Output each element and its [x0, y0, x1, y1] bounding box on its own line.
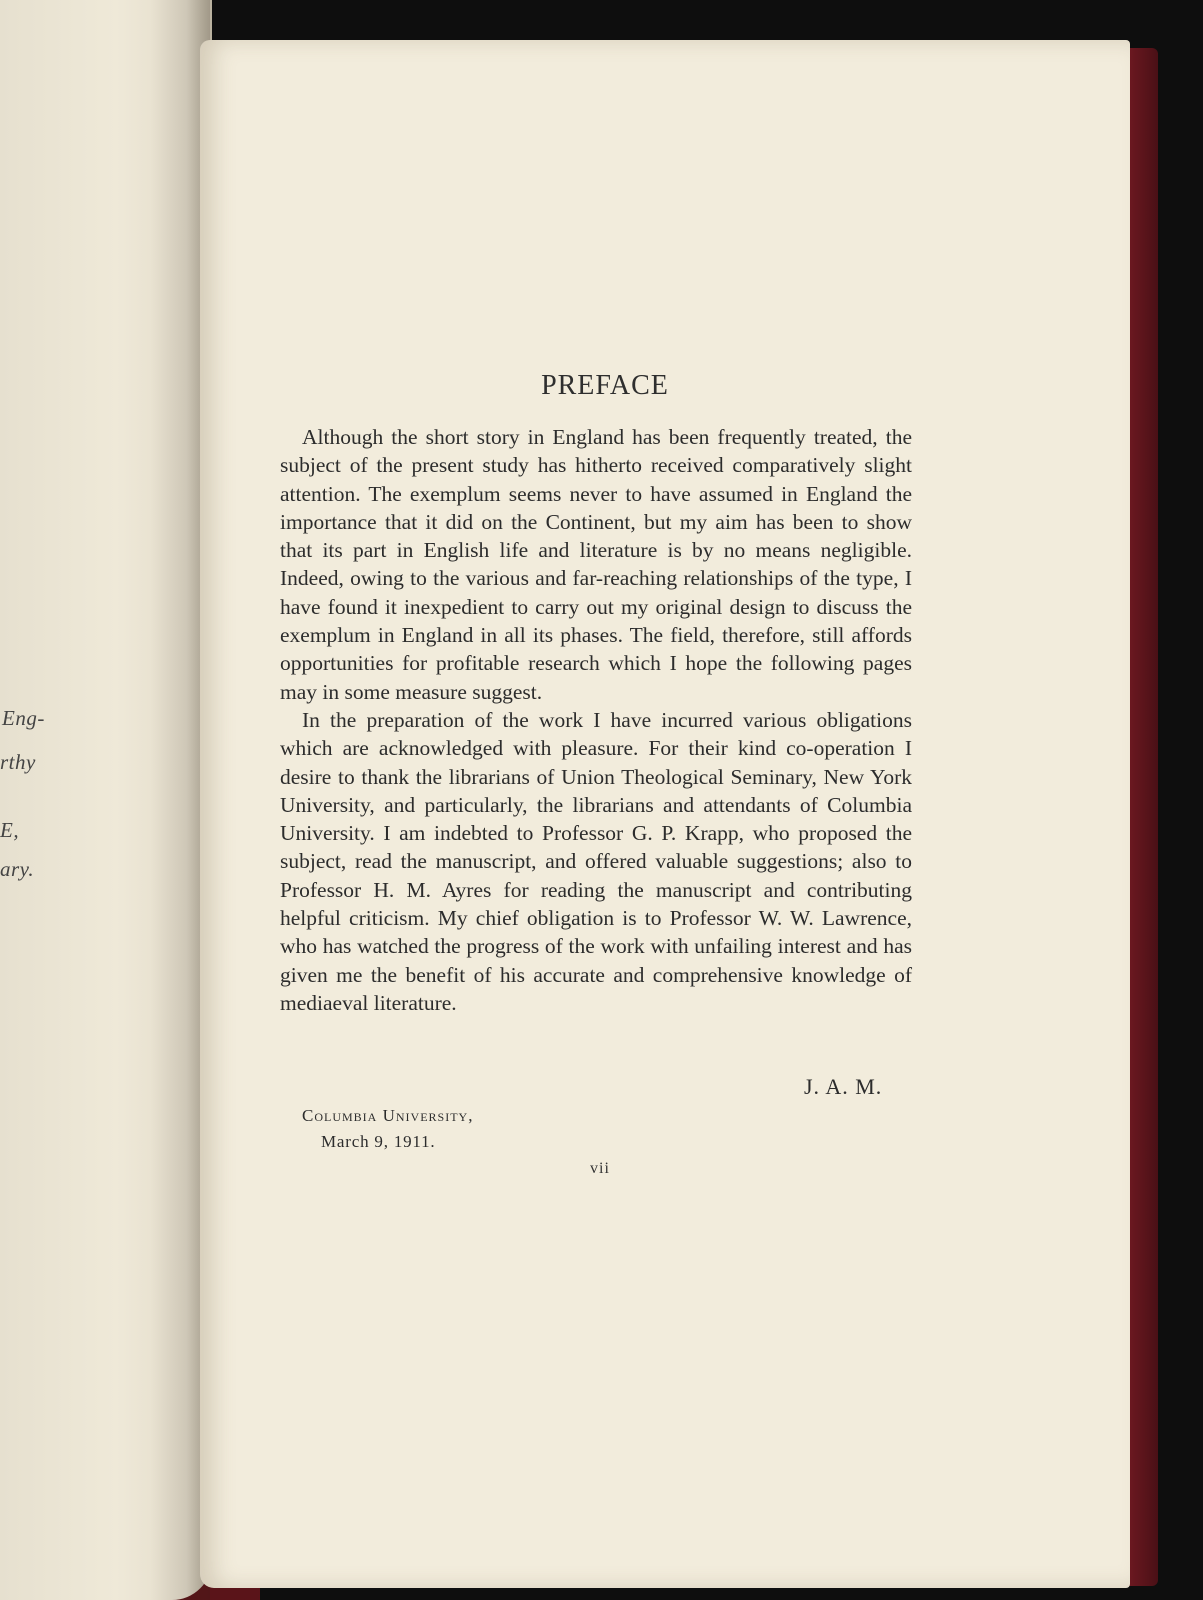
left-page — [0, 0, 212, 1600]
author-signature: J. A. M. — [804, 1074, 883, 1099]
place-line: Columbia University, — [302, 1106, 474, 1125]
date-line: March 9, 1911. — [321, 1132, 436, 1151]
preface-paragraph: Although the short story in England has been frequently treated, the subject of the present study has hitherto received comparatively slight attention. The exemplum seems never to have assumed in England the importance that it did on the Continent, but my aim has been to show that its part in English life and literature is by no means negligible. Indeed, owing to the various and far-reaching relationships of the type, I have found it inexpedient to carry out my original design to discuss the exemplum in England in all its phases. The field, therefore, still affords opportunities for profitable research which I hope the following pages may in some measure suggest. — [280, 425, 912, 704]
left-page-fragment: Eng- — [2, 706, 45, 730]
page-number: vii — [590, 1160, 610, 1177]
preface-body — [280, 423, 912, 1017]
preface-paragraph: In the preparation of the work I have incurred various obligations which are acknowledged with pleasure. For their kind co-operation I desire to thank the librarians of Union Theological Seminary, New York University, and particularly, the librarians and attendants of Columbia University. I am indebted to Professor G. P. Krapp, who proposed the subject, read the manuscript, and offered valuable suggestions; also to Professor H. M. Ayres for reading the manuscript and contributing helpful criticism. My chief obligation is to Professor W. W. Lawrence, who has watched the progress of the work with unfailing interest and has given me the benefit of his accurate and comprehensive knowledge of mediaeval literature. — [280, 707, 912, 1015]
left-page-fragment: E, — [0, 818, 20, 842]
left-page-fragment: ary. — [0, 857, 35, 881]
left-page-fragment: rthy — [0, 750, 36, 774]
page-title: PREFACE — [541, 370, 669, 401]
